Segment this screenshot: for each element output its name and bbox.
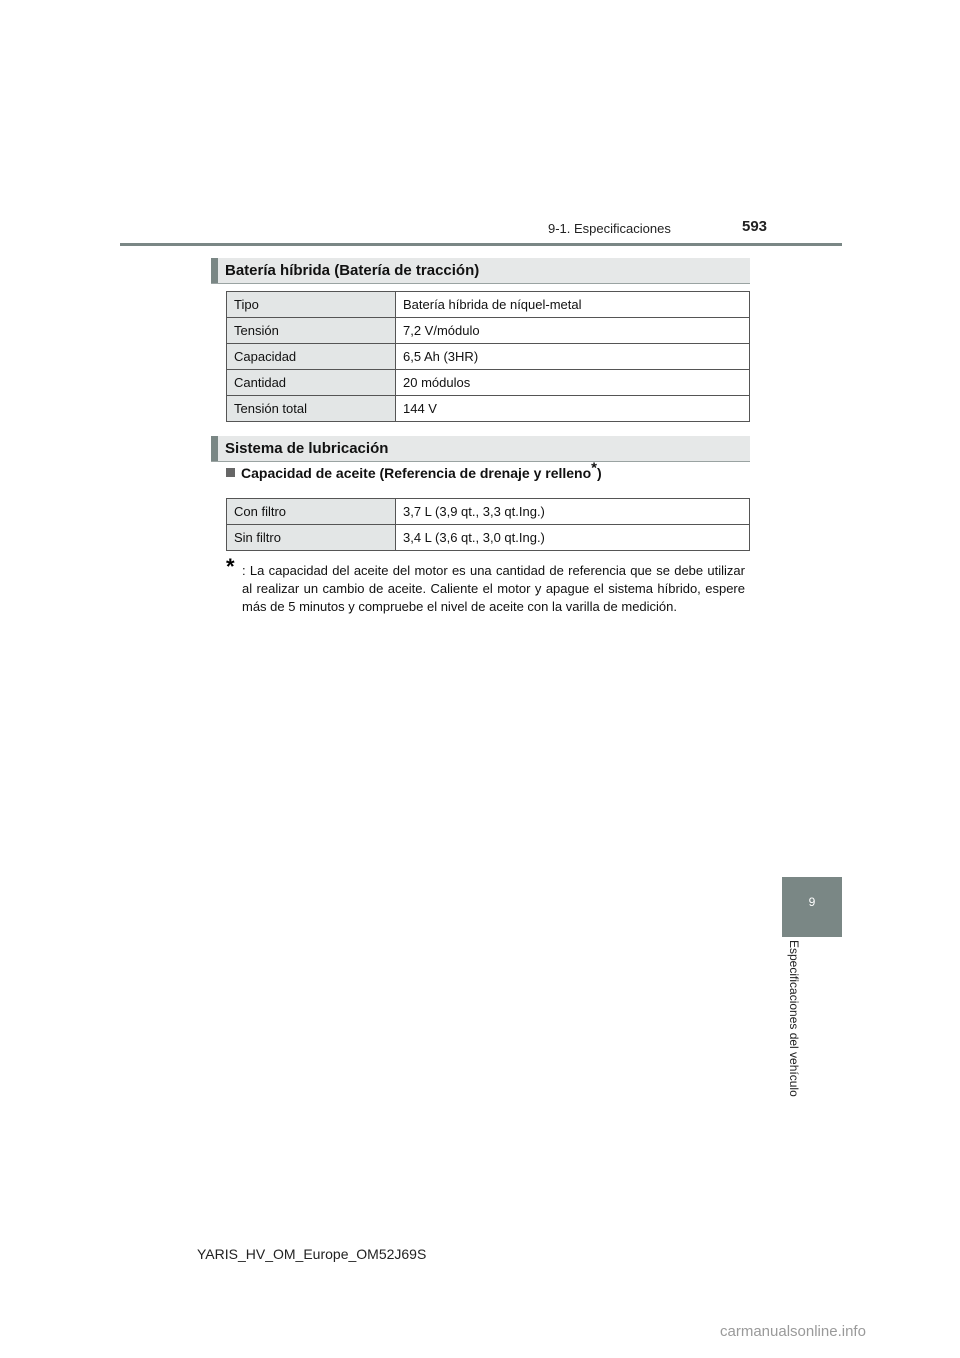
hybrid-battery-table (226, 291, 750, 422)
table-row (227, 499, 750, 525)
row-label: Tensión (227, 318, 396, 344)
row-label: Capacidad (227, 344, 396, 370)
asterisk-mark: * (591, 459, 597, 477)
section-heading-bar (211, 436, 218, 461)
table-row (227, 370, 750, 396)
section-heading-bar (211, 258, 218, 283)
row-value: 7,2 V/módulo (396, 318, 750, 344)
table-row (227, 292, 750, 318)
row-label: Tipo (227, 292, 396, 318)
row-value: 144 V (396, 396, 750, 422)
table-row (227, 344, 750, 370)
watermark: carmanualsonline.info (720, 1323, 866, 1340)
chapter-number: 9 (808, 895, 816, 909)
subheading-close: ) (597, 465, 602, 481)
row-label: Tensión total (227, 396, 396, 422)
document-code: YARIS_HV_OM_Europe_OM52J69S (197, 1246, 427, 1262)
row-label: Sin filtro (227, 525, 396, 551)
row-value: 3,7 L (3,9 qt., 3,3 qt.Ing.) (396, 499, 750, 525)
header-rule (120, 243, 842, 246)
chapter-label-area (782, 940, 812, 1120)
subheading-text: Capacidad de aceite (Referencia de drenaje y relleno (241, 465, 592, 481)
row-value: Batería híbrida de níquel-metal (396, 292, 750, 318)
table-row (227, 525, 750, 551)
chapter-tab[interactable] (782, 877, 842, 937)
table-row (227, 318, 750, 344)
row-value: 3,4 L (3,6 qt., 3,0 qt.Ing.) (396, 525, 750, 551)
oil-capacity-subheading (226, 459, 602, 481)
section-heading-lubrication (211, 436, 750, 462)
row-label: Con filtro (227, 499, 396, 525)
oil-capacity-table (226, 498, 750, 551)
row-value: 6,5 Ah (3HR) (396, 344, 750, 370)
chapter-label: Especificaciones del vehículo (787, 940, 801, 1097)
square-bullet-icon (226, 468, 235, 477)
section-heading-hybrid-battery (211, 258, 750, 284)
row-label: Cantidad (227, 370, 396, 396)
table-row (227, 396, 750, 422)
footnote-asterisk: * (226, 554, 235, 579)
section-reference: 9-1. Especificaciones (548, 221, 671, 236)
row-value: 20 módulos (396, 370, 750, 396)
footnote-text: : La capacidad del aceite del motor es una cantidad de referencia que se debe utilizar al realizar un cambio de aceite. Caliente el motor y apague el sistema híbrido, espere más de 5 minutos y compruebe el nivel de aceite con la varilla de medición. (242, 563, 745, 614)
section-heading-title: Sistema de lubricación (225, 440, 389, 457)
page-number: 593 (742, 218, 768, 235)
section-heading-title: Batería híbrida (Batería de tracción) (225, 262, 480, 279)
